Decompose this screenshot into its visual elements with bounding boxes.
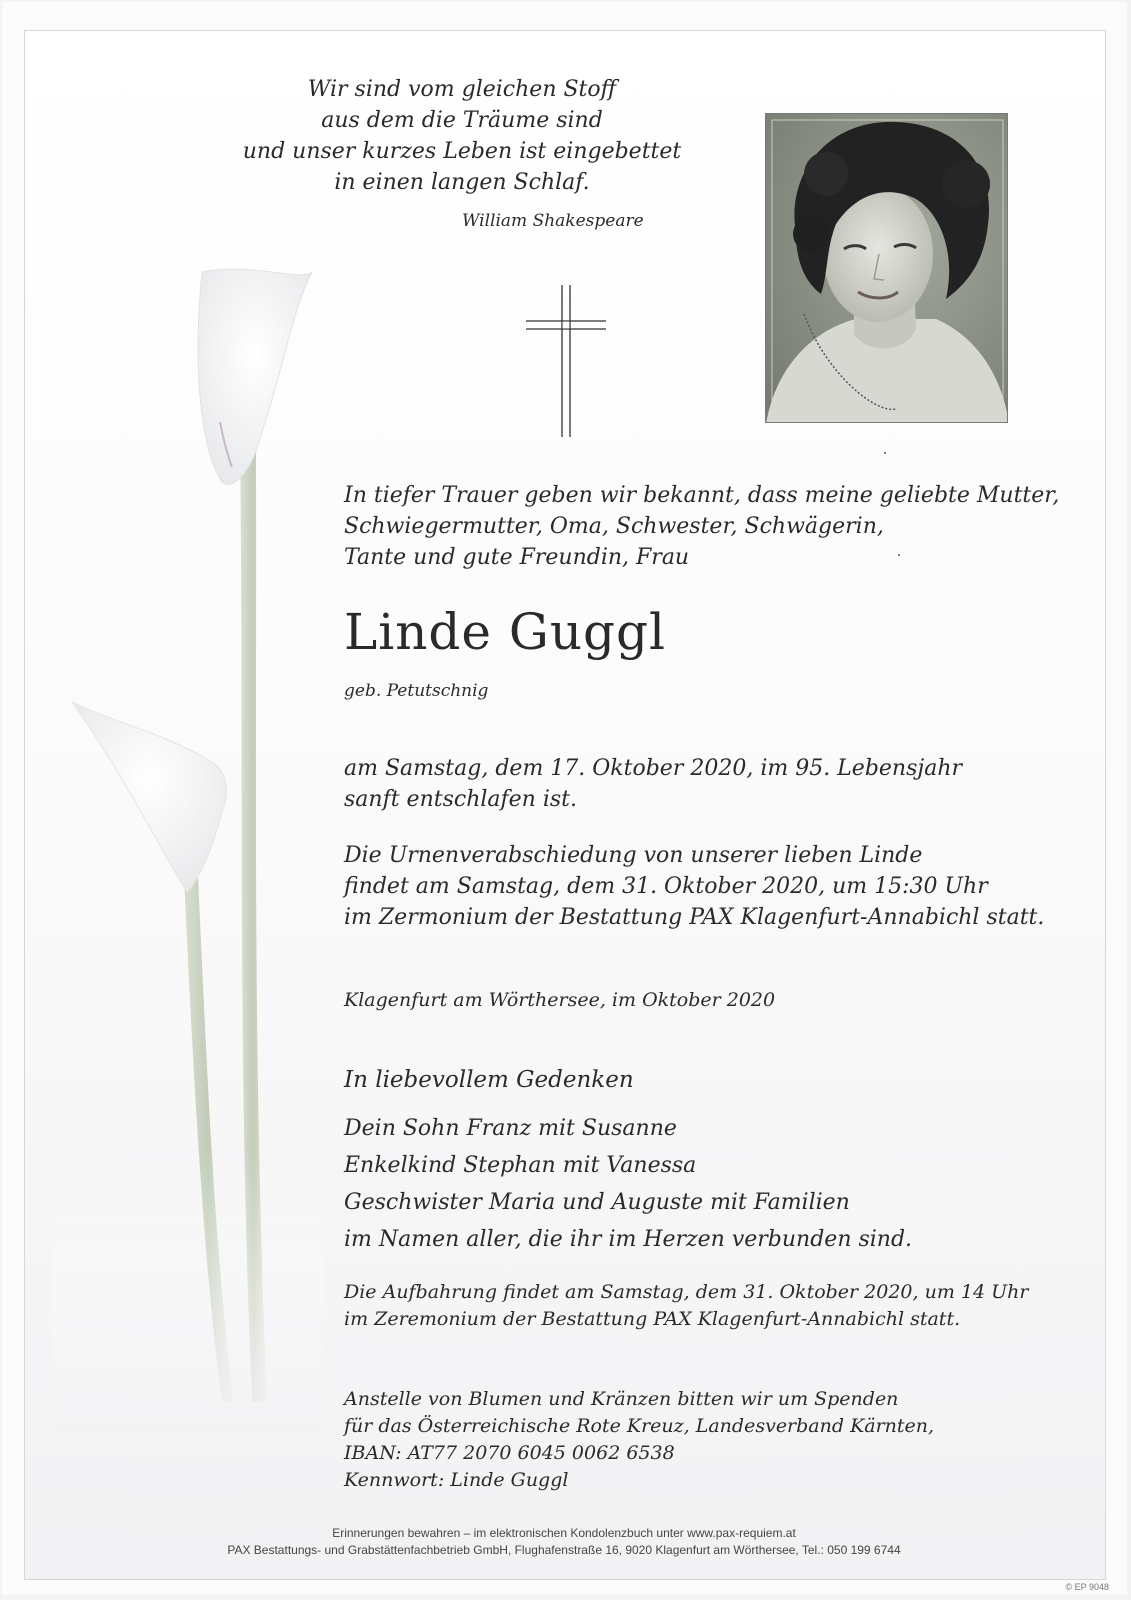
lying-in-state-notice bbox=[344, 1279, 1084, 1333]
donation-iban: IBAN: AT77 2070 6045 0062 6538 bbox=[344, 1442, 675, 1464]
cross-icon bbox=[526, 285, 606, 437]
mourner-line: Geschwister Maria und Auguste mit Familien bbox=[344, 1190, 850, 1215]
deceased-name: Linde Guggl bbox=[344, 603, 667, 661]
donation-request bbox=[344, 1386, 1084, 1494]
mourner-line: Dein Sohn Franz mit Susanne bbox=[344, 1116, 677, 1141]
memory-heading: In liebevollem Gedenken bbox=[344, 1067, 634, 1093]
urn-line: Die Urnenverabschiedung von unserer lieben Linde bbox=[344, 843, 923, 868]
portrait-photo bbox=[765, 113, 1008, 423]
funeral-home-footer bbox=[24, 1525, 1104, 1559]
intro-line: Tante und gute Freundin, Frau bbox=[344, 545, 690, 570]
quote-line: in einen langen Schlaf. bbox=[334, 170, 590, 195]
mourner-line: im Namen aller, die ihr im Herzen verbunden sind. bbox=[344, 1227, 913, 1252]
speck bbox=[898, 554, 900, 556]
quote-author: William Shakespeare bbox=[462, 211, 644, 231]
lying-line: Die Aufbahrung findet am Samstag, dem 31. Oktober 2020, um 14 Uhr bbox=[344, 1281, 1029, 1303]
place-date: Klagenfurt am Wörthersee, im Oktober 2020 bbox=[344, 989, 776, 1011]
maiden-name: geb. Petutschnig bbox=[344, 681, 489, 701]
announcement-intro bbox=[344, 480, 1084, 573]
quote-line: aus dem die Träume sind bbox=[321, 108, 603, 133]
donation-line: für das Österreichische Rote Kreuz, Landesverband Kärnten, bbox=[344, 1415, 935, 1437]
donation-line: Anstelle von Blumen und Kränzen bitten wir um Spenden bbox=[344, 1388, 899, 1410]
quote-line: Wir sind vom gleichen Stoff bbox=[307, 77, 617, 102]
calla-lily-illustration bbox=[52, 252, 322, 1432]
footer-condolence-line: Erinnerungen bewahren – im elektronischen Kondolenzbuch unter www.pax-requiem.at bbox=[332, 1526, 796, 1540]
intro-line: Schwiegermutter, Oma, Schwester, Schwägerin, bbox=[344, 514, 884, 539]
death-notice bbox=[344, 753, 1064, 815]
intro-line: In tiefer Trauer geben wir bekannt, dass meine geliebte Mutter, bbox=[344, 483, 1060, 508]
obituary-sheet bbox=[2, 2, 1127, 1595]
urn-farewell-notice bbox=[344, 840, 1084, 933]
speck bbox=[884, 452, 886, 454]
lying-line: im Zeremonium der Bestattung PAX Klagenfurt-Annabichl statt. bbox=[344, 1308, 961, 1330]
urn-line: findet am Samstag, dem 31. Oktober 2020, um 15:30 Uhr bbox=[344, 874, 988, 899]
death-line: sanft entschlafen ist. bbox=[344, 787, 577, 812]
mourner-line: Enkelkind Stephan mit Vanessa bbox=[344, 1153, 697, 1178]
urn-line: im Zermonium der Bestattung PAX Klagenfurt-Annabichl statt. bbox=[344, 905, 1045, 930]
quote-line: und unser kurzes Leben ist eingebettet bbox=[242, 139, 682, 164]
shakespeare-quote bbox=[232, 74, 692, 198]
death-line: am Samstag, dem 17. Oktober 2020, im 95. Lebensjahr bbox=[344, 756, 962, 781]
template-code: © EP 9048 bbox=[1065, 1582, 1109, 1592]
donation-keyword: Kennwort: Linde Guggl bbox=[344, 1469, 569, 1491]
mourners-list bbox=[344, 1110, 1064, 1258]
footer-company-line: PAX Bestattungs- und Grabstättenfachbetrieb GmbH, Flughafenstraße 16, 9020 Klagenfurt am Wörthersee, Tel.: 050 199 6744 bbox=[227, 1543, 901, 1557]
